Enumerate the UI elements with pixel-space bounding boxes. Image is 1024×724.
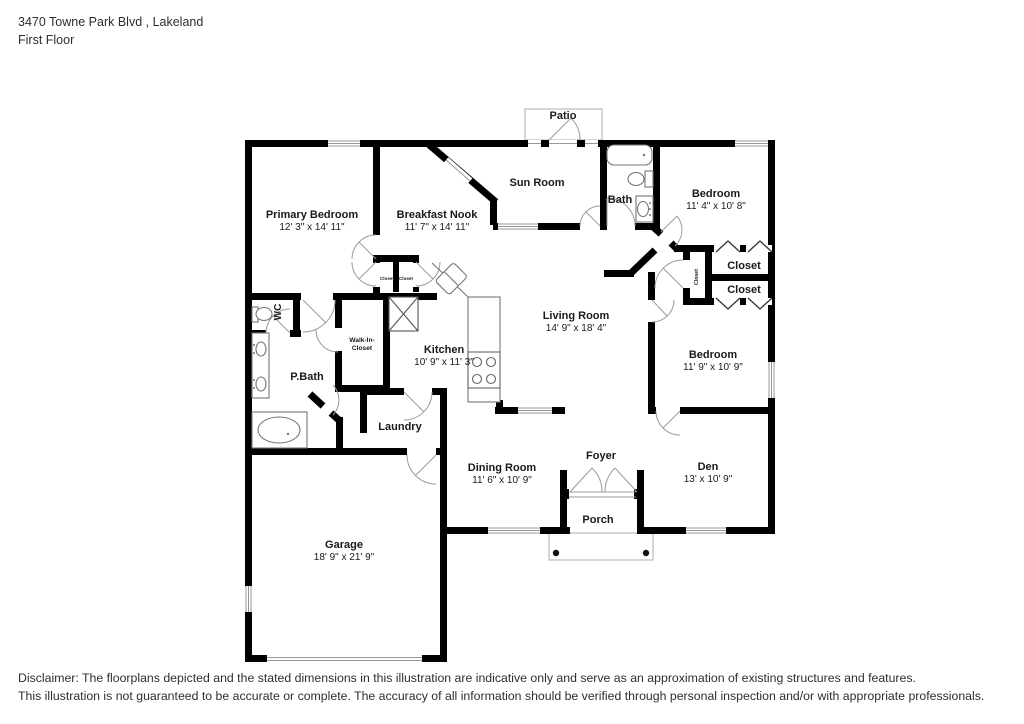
room-label-walk-in-closet-2: Closet [351,345,373,352]
room-label-closet-top: Closet [727,260,761,272]
room-label-bedroom-right: Bedroom [688,349,738,361]
bath-sink [638,202,649,217]
room-label-dining-room: Dining Room [467,462,537,474]
room-label-living-room: Living Room [542,310,610,322]
disclaimer-line-1: Disclaimer: The floorplans depicted and the stated dimensions in this illustration are indicative only and serve as an approximation of existing structures and features. [18,671,916,685]
room-label-closet-vertical: Closet [694,269,700,285]
room-dims-living-room: 14' 9" x 18' 4" [545,323,607,334]
tub-drain [643,154,645,156]
floor-label: First Floor [18,33,75,47]
toilet-bowl [628,173,644,186]
room-label-kitchen: Kitchen [423,344,465,356]
room-labels [266,110,761,563]
room-dims-kitchen: 10' 9" x 11' 3" [414,357,474,368]
room-label-porch: Porch [582,514,614,526]
disclaimer-line-2: This illustration is not guaranteed to be accurate or complete. The accuracy of all information should be verified through personal inspection and/or with appropriate professionals. [18,689,985,703]
toilet-tank [645,171,653,187]
room-label-closet-bottom: Closet [727,284,761,296]
room-dims-garage: 18' 9" x 21' 9" [313,552,375,563]
bathtub [607,145,652,165]
porch-slab [549,533,653,560]
room-label-foyer: Foyer [586,450,616,462]
pbath-sink-2 [256,377,266,391]
room-label-breakfast-nook: Breakfast Nook [396,209,478,221]
room-dims-primary-bedroom: 12' 3" x 14' 11" [279,222,345,233]
room-label-den: Den [697,461,719,473]
room-dims-bedroom-right: 11' 9" x 10' 9" [683,362,743,373]
porch-post-right [643,550,649,556]
room-dims-bedroom-top: 11' 4" x 10' 8" [686,201,746,212]
room-label-pbath: P.Bath [290,371,324,383]
room-label-garage: Garage [325,539,363,551]
room-label-laundry: Laundry [378,421,422,433]
room-label-primary-bedroom: Primary Bedroom [265,209,359,221]
room-label-closet-hall-right: Closet [398,276,414,281]
room-label-bedroom-top: Bedroom [691,188,741,200]
porch-post-left [553,550,559,556]
room-label-closet-hall-left: Closet [379,276,395,281]
room-label-sun-room: Sun Room [509,177,565,189]
room-label-wc: WC [273,303,284,321]
room-dims-den: 13' x 10' 9" [683,474,733,485]
address-line: 3470 Towne Park Blvd , Lakeland [18,15,204,29]
room-dims-breakfast-nook: 11' 7" x 14' 11" [404,222,470,233]
room-label-bath: Bath [607,194,633,206]
wc-toilet-bowl [256,308,272,321]
room-label-walk-in-closet-1: Walk-In- [349,337,375,344]
room-label-patio: Patio [549,110,577,122]
room-dims-dining-room: 11' 6" x 10' 9" [472,475,532,486]
pbath-sink-1 [256,342,266,356]
